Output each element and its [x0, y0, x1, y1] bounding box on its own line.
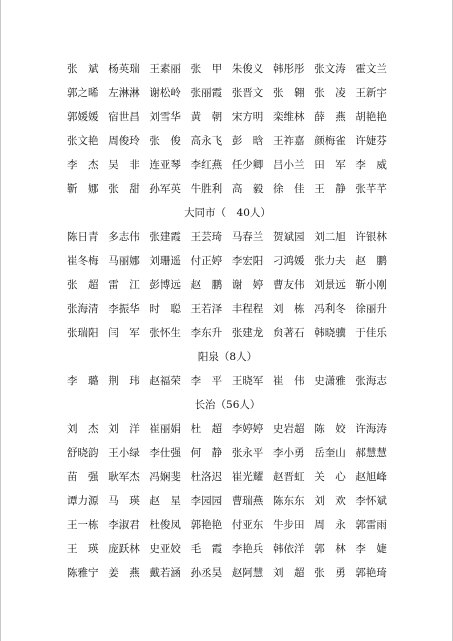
name-cell: 杜 超 [190, 423, 223, 435]
name-cell: 徐丽升 [355, 303, 387, 315]
name-cell: 陈雅宁 [67, 567, 99, 579]
name-cell: 丰程程 [231, 303, 264, 315]
name-cell: 王小绿 [108, 447, 140, 459]
name-cell: 韩晓骥 [314, 327, 346, 339]
name-cell: 陈日青 [67, 231, 99, 243]
name-cell: 彭 晗 [231, 135, 264, 147]
name-cell: 郝慧慧 [355, 447, 387, 459]
name-cell: 冯娴斐 [149, 471, 181, 483]
name-row [67, 446, 387, 460]
name-cell: 崔丽娟 [149, 423, 181, 435]
name-cell: 闫 军 [108, 327, 140, 339]
name-cell: 靳小刚 [355, 279, 387, 291]
name-cell: 赵阿慧 [231, 567, 264, 579]
name-cell: 李 平 [190, 375, 223, 387]
name-cell: 赵旭峰 [355, 471, 387, 483]
name-cell: 张怀生 [149, 327, 181, 339]
name-cell: 耿军杰 [108, 471, 140, 483]
name-row [67, 86, 387, 100]
name-cell: 栾维林 [273, 111, 305, 123]
name-cell: 牛胜利 [190, 183, 223, 195]
name-cell: 黄 朝 [190, 111, 223, 123]
name-cell: 马丽娜 [108, 255, 140, 267]
name-row [67, 230, 387, 244]
name-cell: 孙军英 [149, 183, 181, 195]
name-cell: 庞跃林 [108, 543, 140, 555]
name-cell: 连亚琴 [149, 159, 181, 171]
name-cell: 刘 超 [273, 567, 305, 579]
name-cell: 张瑞阳 [67, 327, 99, 339]
name-cell: 毛 霞 [190, 543, 223, 555]
name-cell: 张芊芊 [355, 183, 387, 195]
name-cell: 王素丽 [149, 63, 181, 75]
name-cell: 彭博远 [149, 279, 181, 291]
name-cell: 多志伟 [108, 231, 140, 243]
name-cell: 朱俊义 [231, 63, 264, 75]
name-cell: 刘珊遥 [149, 255, 181, 267]
name-cell: 刘 栋 [273, 303, 305, 315]
name-cell: 史亚姣 [149, 543, 181, 555]
section-heading-changzhi: 长治（56人） [194, 399, 261, 411]
name-cell: 王祚嘉 [273, 135, 305, 147]
name-cell: 何 静 [190, 447, 223, 459]
name-cell: 张文涛 [314, 63, 346, 75]
name-row [67, 278, 387, 292]
name-cell: 张 勇 [314, 567, 346, 579]
name-cell: 李 璐 [67, 375, 99, 387]
name-cell: 颜梅雀 [314, 135, 346, 147]
name-cell: 刘二旭 [314, 231, 346, 243]
name-cell: 岳奎山 [314, 447, 346, 459]
name-cell: 刘 欢 [314, 495, 346, 507]
name-cell: 李 杰 [67, 159, 99, 171]
name-cell: 李小勇 [273, 447, 305, 459]
name-cell: 杜洛迟 [190, 471, 223, 483]
name-row [67, 182, 387, 196]
name-cell: 郭 林 [314, 543, 346, 555]
name-row [67, 494, 387, 508]
name-cell: 赵晋虹 [273, 471, 305, 483]
name-cell: 张晋文 [231, 87, 264, 99]
name-cell: 孙丞昊 [190, 567, 223, 579]
name-cell: 李振华 [108, 303, 140, 315]
name-cell: 任少卿 [231, 159, 264, 171]
name-cell: 牛步田 [273, 519, 305, 531]
name-cell: 雷 江 [108, 279, 140, 291]
name-cell: 李宏阳 [231, 255, 264, 267]
name-cell: 李仕强 [149, 447, 181, 459]
name-cell: 张 甲 [190, 63, 223, 75]
name-cell: 宿世昌 [108, 111, 140, 123]
name-cell: 陈 姣 [314, 423, 346, 435]
name-cell: 张丽霞 [190, 87, 223, 99]
name-cell: 崔 伟 [273, 375, 305, 387]
name-cell: 史潇雅 [314, 375, 346, 387]
name-cell: 李红燕 [190, 159, 223, 171]
name-row [67, 518, 387, 532]
name-cell: 郭之晞 [67, 87, 99, 99]
name-cell: 李婷婷 [231, 423, 264, 435]
name-cell: 张海清 [67, 303, 99, 315]
name-cell: 冯利冬 [314, 303, 346, 315]
name-cell: 吴 非 [108, 159, 140, 171]
name-cell: 赵 鹏 [355, 255, 387, 267]
name-cell: 许银林 [355, 231, 387, 243]
name-cell: 时 聪 [149, 303, 181, 315]
name-cell: 贺斌园 [273, 231, 305, 243]
name-cell: 于佳乐 [355, 327, 387, 339]
name-cell: 赵 鹏 [190, 279, 223, 291]
name-cell: 郭艳琦 [355, 567, 387, 579]
name-cell: 崔冬梅 [67, 255, 99, 267]
name-cell: 李东升 [190, 327, 223, 339]
name-cell: 马春兰 [231, 231, 264, 243]
name-cell: 刘 杰 [67, 423, 99, 435]
name-cell: 韩依洋 [273, 543, 305, 555]
name-cell: 李园园 [190, 495, 223, 507]
name-cell: 田 军 [314, 159, 346, 171]
name-cell: 赵 星 [149, 495, 181, 507]
name-cell: 李艳兵 [231, 543, 264, 555]
name-cell: 张力夫 [314, 255, 346, 267]
name-row [67, 134, 387, 148]
name-cell: 王芸琦 [190, 231, 223, 243]
name-cell: 韩彤彤 [273, 63, 305, 75]
name-cell: 高永飞 [190, 135, 223, 147]
name-cell: 郭艳艳 [190, 519, 223, 531]
name-row [67, 302, 387, 316]
name-cell: 吕小兰 [273, 159, 305, 171]
name-cell: 宋方明 [231, 111, 264, 123]
name-cell: 谭力源 [67, 495, 99, 507]
name-cell: 王新宇 [355, 87, 387, 99]
name-cell: 王 静 [314, 183, 346, 195]
name-cell: 曹友伟 [273, 279, 305, 291]
name-cell: 郭雷雨 [355, 519, 387, 531]
name-cell: 许海涛 [355, 423, 387, 435]
name-cell: 谢松岭 [149, 87, 181, 99]
name-cell: 姜 燕 [108, 567, 140, 579]
name-cell: 崔光耀 [231, 471, 264, 483]
name-cell: 刘景远 [314, 279, 346, 291]
name-cell: 赵福荣 [149, 375, 181, 387]
name-cell: 李淑君 [108, 519, 140, 531]
name-cell: 王若泽 [190, 303, 223, 315]
name-cell: 徐 佳 [273, 183, 305, 195]
name-cell: 刘雪华 [149, 111, 181, 123]
name-cell: 张建龙 [231, 327, 264, 339]
name-row [67, 158, 387, 172]
name-row [67, 326, 387, 340]
name-cell: 李怀斌 [355, 495, 387, 507]
name-cell: 王 瑛 [67, 543, 99, 555]
name-cell: 张 俊 [149, 135, 181, 147]
name-cell: 刘 洋 [108, 423, 140, 435]
name-cell: 张海志 [355, 375, 387, 387]
name-cell: 左淋淋 [108, 87, 140, 99]
name-cell: 王晓军 [231, 375, 264, 387]
name-cell: 靳 娜 [67, 183, 99, 195]
name-row [67, 110, 387, 124]
name-cell: 张 凌 [314, 87, 346, 99]
name-cell: 张 翱 [273, 87, 305, 99]
name-cell: 杜俊凤 [149, 519, 181, 531]
name-cell: 王一栋 [67, 519, 99, 531]
name-cell: 周俊玲 [108, 135, 140, 147]
name-cell: 李 婕 [355, 543, 387, 555]
name-cell: 胡艳艳 [355, 111, 387, 123]
name-cell: 李 威 [355, 159, 387, 171]
name-cell: 薛 燕 [314, 111, 346, 123]
name-row [67, 542, 387, 556]
name-cell: 付正婷 [190, 255, 223, 267]
name-cell: 戴若涵 [149, 567, 181, 579]
name-cell: 霍文兰 [355, 63, 387, 75]
name-cell: 张永平 [231, 447, 264, 459]
section-heading-yangquan: 阳泉（8人） [197, 351, 258, 363]
name-cell: 张 甜 [108, 183, 140, 195]
name-row [67, 470, 387, 484]
name-row [67, 254, 387, 268]
name-cell: 许婕芬 [355, 135, 387, 147]
section-heading-datong: 大同市（ 40人） [184, 207, 271, 219]
name-cell: 曹瑞燕 [231, 495, 264, 507]
name-cell: 马 瑛 [108, 495, 140, 507]
name-cell: 贠著石 [273, 327, 305, 339]
name-row [67, 566, 387, 580]
name-cell: 舒晓韵 [67, 447, 99, 459]
name-cell: 郭媛媛 [67, 111, 99, 123]
name-cell: 张文艳 [67, 135, 99, 147]
name-cell: 杨英瑞 [108, 63, 140, 75]
name-row [67, 374, 387, 388]
name-cell: 高 毅 [231, 183, 264, 195]
name-cell: 关 心 [314, 471, 346, 483]
name-cell: 史岩超 [273, 423, 305, 435]
name-row [67, 422, 387, 436]
name-cell: 张建霞 [149, 231, 181, 243]
name-cell: 谢 婷 [231, 279, 264, 291]
name-cell: 张 斌 [67, 63, 99, 75]
name-cell: 刁鸿媛 [273, 255, 305, 267]
name-cell: 陈东东 [273, 495, 305, 507]
name-cell: 荆 玮 [108, 375, 140, 387]
name-cell: 付亚东 [231, 519, 264, 531]
name-cell: 张 超 [67, 279, 99, 291]
name-row [67, 62, 387, 76]
name-cell: 苗 强 [67, 471, 99, 483]
name-cell: 周 永 [314, 519, 346, 531]
